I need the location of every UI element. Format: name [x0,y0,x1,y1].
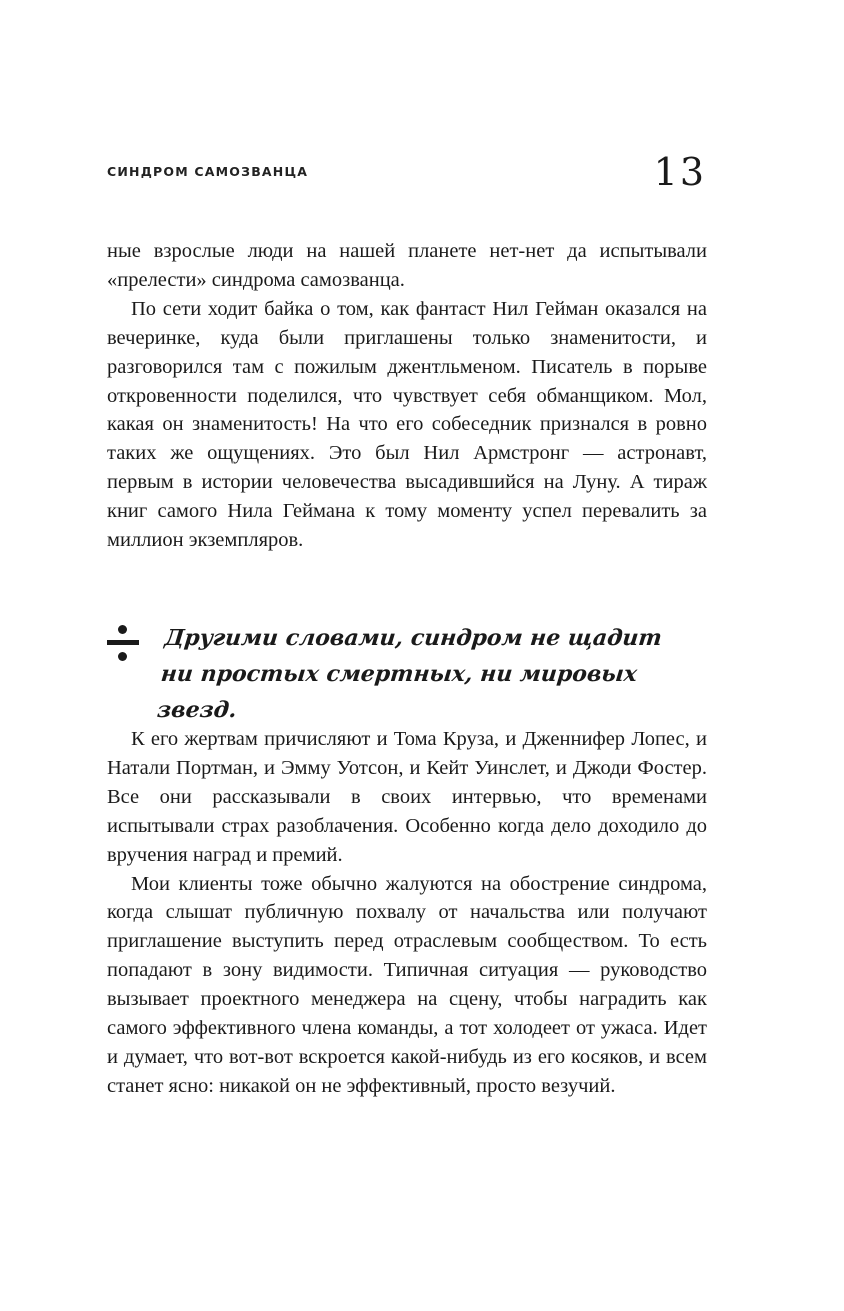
paragraph: По сети ходит байка о том, как фантаст Нил Гейман оказался на вечеринке, куда были приглашены только знаменитости, и разговорился там с пожилым джентльменом. Писатель в порыве откровенности поделился, что чувствует себя обманщиком. Мол, какая он знаменитость! На что его собеседник признался в ровно таких же ощущениях. Это был Нил Армстронг — астронавт, первым в истории человечества высадившийся на Луну. А тираж книг самого Нила Геймана к тому моменту успел перевалить за миллион экземпляров. [107,297,707,552]
paragraph: К его жертвам причисляют и Тома Круза, и Дженнифер Лопес, и Натали Портман, и Эмму Уотсон, и Кейт Уинслет, и Джоди Фостер. Все они рассказывали в своих интервью, что временами испытывали страх разоблачения. Особенно когда дело доходило до вручения наград и премий. [107,728,707,866]
paragraph: Мои клиенты тоже обычно жалуются на обострение синдрома, когда слышат публичную похвалу от начальства или получают приглашение выступить перед отраслевым сообществом. То есть попадают в зону видимости. Типичная ситуация — руководство вызывает проектного менеджера на сцену, чтобы наградить как самого эффективного члена команды, а тот холодеет от ужаса. Идет и думает, что вот-вот вскроется какой-нибудь из его косяков, и всем станет ясно: никакой он не эффективный, просто везучий. [107,872,707,1097]
body-text-top [107,237,707,555]
pull-quote [107,620,707,728]
body-text-bottom [107,725,707,1101]
pull-quote-text: Другими словами, синдром не щадит ни простых смертных, ни мировых звезд. [155,625,664,723]
divide-icon [107,624,139,664]
paragraph-continued: ные взрослые люди на нашей планете нет-нет да испытывали «прелести» синдрома самозванца. [107,240,707,291]
page-number: 13 [653,150,706,194]
running-head-title: СИНДРОМ САМОЗВАНЦА [107,164,309,179]
